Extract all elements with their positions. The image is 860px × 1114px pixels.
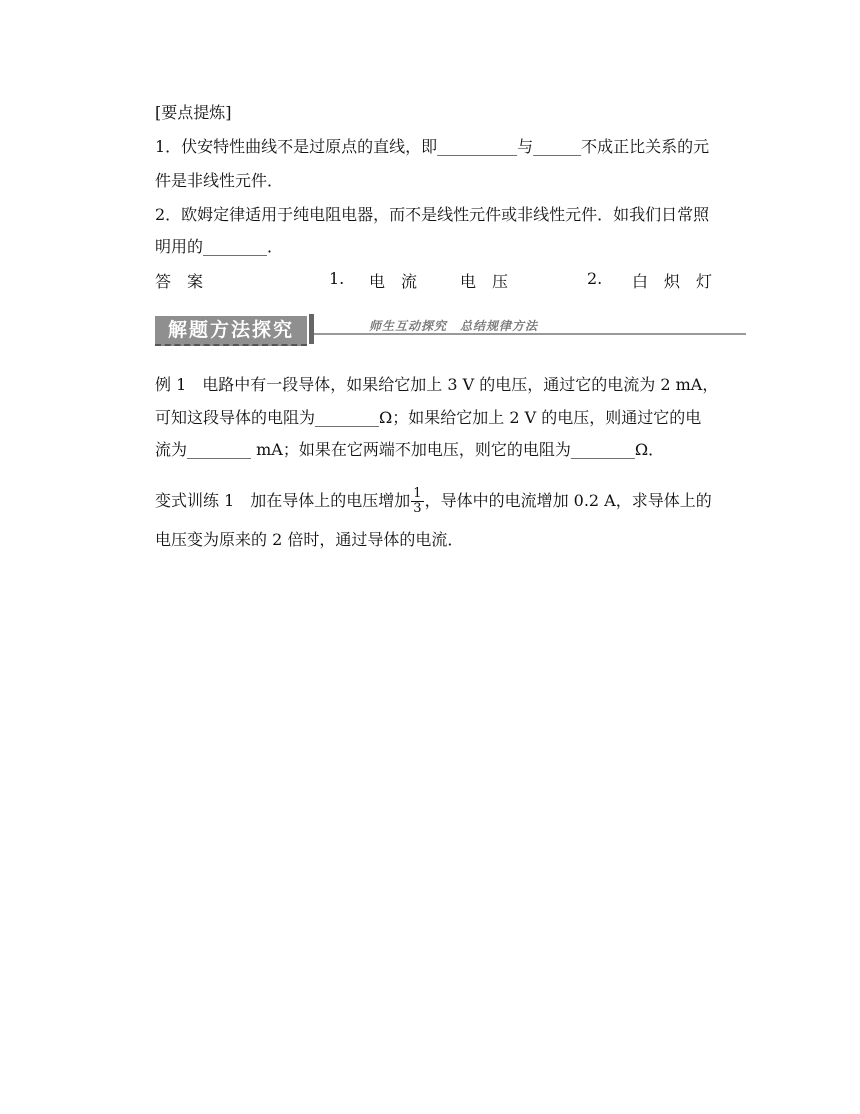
answer-voltage: 电 压: [460, 272, 509, 291]
variant-1-line-1: [155, 483, 712, 519]
section-banner: [155, 314, 747, 346]
variant-1-line-2: 电压变为原来的 2 倍时，通过导体的电流．: [155, 530, 464, 549]
section-divider-bar: [309, 314, 314, 344]
key-points-heading: [要点提炼]: [155, 103, 232, 122]
fraction-one-third: [411, 487, 423, 516]
section-title: 解题方法探究: [155, 316, 307, 346]
variant-1-text-after: ，导体中的电流增加 0.2 A，求导体上的: [424, 491, 712, 510]
answer-number-1: 1.: [329, 269, 345, 288]
answer-row: [155, 269, 735, 291]
fraction-numerator: 1: [413, 486, 422, 501]
key-point-2-line-2: 明用的________．: [155, 237, 284, 256]
key-point-2-line-1: 2．欧姆定律适用于纯电阻电器，而不是线性元件或非线性元件．如我们日常照: [155, 205, 710, 224]
variant-1-text-before: 变式训练 1 加在导体上的电压增加: [155, 491, 411, 510]
fraction-denominator: 3: [413, 501, 422, 516]
section-subtitle: 师生互动探究 总结规律方法: [369, 319, 539, 333]
example-1-line-2: 可知这段导体的电阻为________Ω；如果给它加上 2 V 的电压，则通过它的电: [155, 408, 702, 427]
key-point-1-line-1: 1．伏安特性曲线不是过原点的直线，即__________与______不成正比关系的元: [155, 137, 710, 156]
answer-incandescent-lamp: 白 炽 灯: [632, 272, 713, 291]
key-point-1-line-2: 件是非线性元件．: [155, 171, 284, 190]
answer-current: 电 流: [369, 272, 418, 291]
answer-label: 答 案: [155, 272, 204, 291]
example-1-line-1: 例 1 电路中有一段导体，如果给它加上 3 V 的电压，通过它的电流为 2 mA，: [155, 375, 719, 394]
answer-number-2: 2.: [587, 269, 603, 288]
example-1-line-3: 流为________ mA；如果在它两端不加电压，则它的电阻为________Ω．: [155, 440, 665, 459]
